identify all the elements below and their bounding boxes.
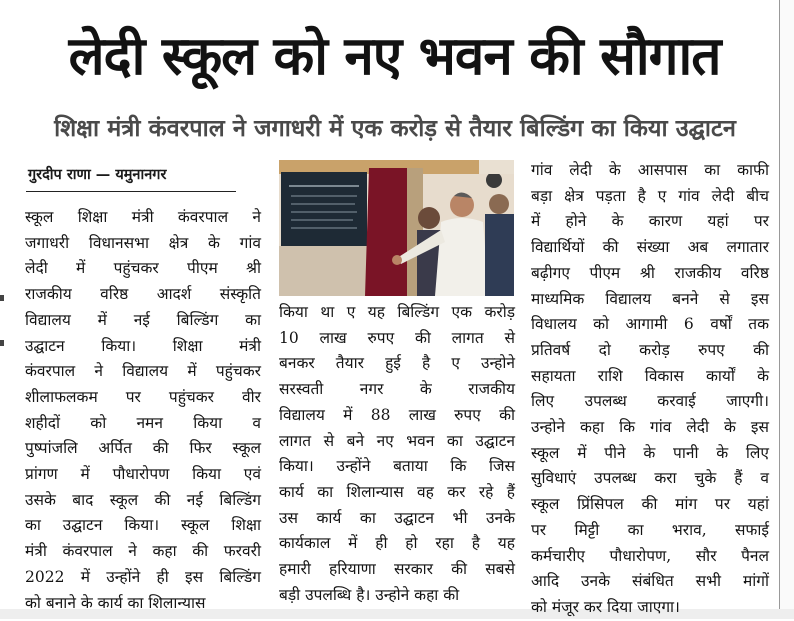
article-text-line: राजकीय वरिष्ठ आदर्श संस्कृति [25, 285, 261, 304]
article-text-line: शहीदों को नमन किया व [25, 413, 261, 432]
article-text-line: पर मिट्टी का भराव, सफाई [531, 520, 769, 539]
article-text-line: विधालय को आगामी 6 वर्षों तक [531, 315, 769, 334]
article-text-line: जगाधरी विधानसभा क्षेत्र के गांव [25, 233, 261, 252]
article-text-line: लेदी में पहुंचकर पीएम श्री [25, 259, 261, 278]
article-text-line: प्रतिवर्ष दो करोड़ रुपए की [531, 340, 769, 359]
article-text-line: कार्य का शिलान्यास वह कर रहे हैं [279, 482, 515, 501]
article-text-line: विद्यार्थियों की संख्या अब लगातार [531, 238, 769, 257]
article-text-line: 10 लाख रुपए की लागत से [279, 328, 515, 347]
article-text-line: कर्मचारीए पौधारोपण, सौर पैनल [531, 546, 769, 565]
article-subheadline: शिक्षा मंत्री कंवरपाल ने जगाधरी में एक करोड़ से तैयार बिल्डिंग का किया उद्घाटन [54, 114, 736, 142]
article-text-line: उद्घाटन किया। शिक्षा मंत्री [25, 336, 261, 355]
article-column-3 [531, 158, 769, 621]
article-text-line: गांव लेदी के आसपास का काफी [531, 161, 769, 179]
article-text-line: स्कूल में पीने के पानी के लिए [531, 443, 769, 462]
article-text-line: लिए उपलब्ध करवाई जाएगी। [531, 392, 769, 411]
article-text-line: आदि उनके संबंधित सभी मांगों [531, 572, 769, 591]
left-margin-mark [0, 295, 4, 301]
article-text-line: सुविधाएं उपलब्ध करा चुके हैं व [531, 469, 769, 488]
article-column-1 [25, 205, 261, 616]
article-text-line: उस कार्य का उद्घाटन भी उनके [279, 508, 515, 527]
article-text-line: स्कूल शिक्षा मंत्री कंवरपाल ने [25, 208, 261, 226]
article-text-line: माध्यमिक विद्यालय बनने से इस [531, 289, 769, 308]
article-text-line: का उद्घाटन किया। स्कूल शिक्षा [25, 516, 261, 535]
article-text-line: किया। उन्होंने बताया कि जिस [279, 457, 515, 476]
article-text-line: को बनाने के कार्य का शिलान्यास [25, 593, 206, 612]
article-byline: गुरदीप राणा — यमुनानगर [28, 167, 167, 183]
article-text-line: सहायता राशि विकास कार्यों के [531, 366, 769, 385]
article-text-line: बड़ी उपलब्धि है। उन्होने कहा की [279, 585, 460, 604]
article-text-line: उन्होने कहा कि गांव लेदी के इस [531, 418, 769, 437]
article-text-line: बनकर तैयार हुई है ए उन्होने [279, 354, 515, 373]
article-text-line: विद्यालय में 88 लाख रुपए की [279, 405, 515, 424]
article-text-line: 2022 में उन्होंने ही इस बिल्डिंग [25, 567, 261, 586]
adjacent-article-edge [779, 0, 794, 619]
article-text-line: बढ़ीगए पीएम श्री राजकीय वरिष्ठ [531, 263, 769, 282]
article-column-2 [279, 300, 515, 608]
article-text-line: हमारी हरियाणा सरकार की सबसे [279, 560, 515, 579]
article-text-line: लागत से बने नए भवन का उद्घाटन [279, 431, 515, 450]
article-text-line: स्कूल प्रिंसिपल की मांग पर यहां [531, 495, 769, 514]
article-text-line: कार्यकाल में ही हो रहा है यह [279, 534, 515, 553]
article-text-line: बड़ा क्षेत्र पड़ता है ए गांव लेदी बीच [531, 186, 769, 205]
article-text-line: प्रांगण में पौधारोपण किया एवं [25, 465, 261, 484]
article-text-line: उसके बाद स्कूल की नई बिल्डिंग [25, 490, 261, 509]
article-text-line: पुष्पांजलि अर्पित की फिर स्कूल [25, 439, 261, 458]
article-text-line: शीलाफलकम पर पहुंचकर वीर [25, 387, 261, 406]
article-text-line: सरस्वती नगर के राजकीय [279, 380, 515, 399]
inauguration-photo [279, 160, 514, 296]
article-text-line: मंत्री कंवरपाल ने कहा की फरवरी [25, 542, 261, 561]
left-margin-mark [0, 340, 4, 346]
inauguration-photo-drawing [279, 160, 514, 296]
article-text-line: किया था ए यह बिल्डिंग एक करोड़ [279, 303, 515, 321]
article-text-line: को मंजूर कर दिया जाएगा। [531, 597, 680, 616]
article-text-line: कंवरपाल ने विद्यालय में पहुंचकर [25, 362, 261, 381]
article-text-line: विद्यालय में नई बिल्डिंग का [25, 310, 261, 329]
article-headline: लेदी स्कूल को नए भवन की सौगात [68, 26, 721, 87]
article-text-line: में होने के कारण यहां पर [531, 212, 769, 231]
byline-underline [26, 191, 236, 192]
